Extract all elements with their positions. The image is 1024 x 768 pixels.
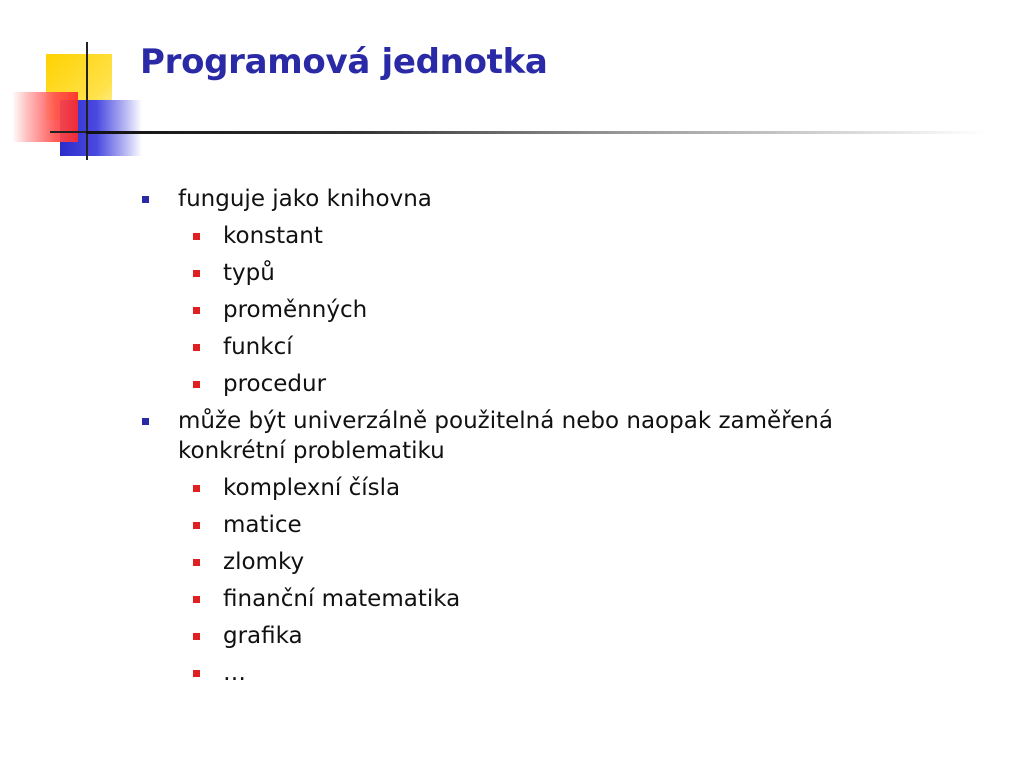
- sub-bullet-text: matice: [223, 512, 302, 538]
- sub-bullet-item: [178, 258, 940, 288]
- square-bullet-icon: [193, 270, 200, 277]
- square-bullet-icon: [193, 381, 200, 388]
- square-bullet-icon: [142, 418, 149, 425]
- sub-bullet-text: procedur: [223, 371, 327, 397]
- sub-bullet-item: [178, 221, 940, 251]
- sub-bullet-item: [178, 473, 940, 503]
- square-bullet-icon: [193, 670, 200, 677]
- square-bullet-icon: [193, 485, 200, 492]
- bullet-text: funguje jako knihovna: [178, 186, 432, 212]
- logo-vertical-line: [86, 42, 88, 160]
- sub-bullet-item: [178, 510, 940, 540]
- bullet-item: [140, 184, 940, 399]
- slide-logo-decoration: [0, 0, 170, 170]
- sub-bullet-text: …: [223, 660, 246, 686]
- sub-bullet-item: [178, 621, 940, 651]
- bullet-text: může být univerzálně použitelná nebo naopak zaměřená konkrétní problematiku: [178, 408, 833, 464]
- square-bullet-icon: [193, 344, 200, 351]
- sub-bullet-item: [178, 547, 940, 577]
- title-underline: [86, 131, 986, 134]
- square-bullet-icon: [193, 559, 200, 566]
- sub-bullet-text: typů: [223, 260, 275, 286]
- sub-bullet-text: proměnných: [223, 297, 368, 323]
- sub-bullet-item: [178, 584, 940, 614]
- square-bullet-icon: [193, 522, 200, 529]
- slide-content: [140, 184, 940, 695]
- sub-bullet-item: [178, 295, 940, 325]
- logo-red-square: [12, 92, 78, 142]
- sub-bullet-text: komplexní čísla: [223, 475, 401, 501]
- sub-bullet-text: konstant: [223, 223, 323, 249]
- slide-title: Programová jednotka: [140, 42, 548, 82]
- sub-bullet-item: [178, 332, 940, 362]
- sub-bullet-list: [178, 221, 940, 399]
- square-bullet-icon: [193, 596, 200, 603]
- sub-bullet-text: finanční matematika: [223, 586, 461, 612]
- sub-bullet-list: [178, 473, 940, 688]
- square-bullet-icon: [142, 196, 149, 203]
- sub-bullet-item: [178, 369, 940, 399]
- sub-bullet-text: funkcí: [223, 334, 293, 360]
- bullet-list: [140, 184, 940, 688]
- square-bullet-icon: [193, 233, 200, 240]
- bullet-item: [140, 406, 940, 688]
- sub-bullet-text: zlomky: [223, 549, 305, 575]
- sub-bullet-item: [178, 658, 940, 688]
- square-bullet-icon: [193, 633, 200, 640]
- sub-bullet-text: grafika: [223, 623, 303, 649]
- square-bullet-icon: [193, 307, 200, 314]
